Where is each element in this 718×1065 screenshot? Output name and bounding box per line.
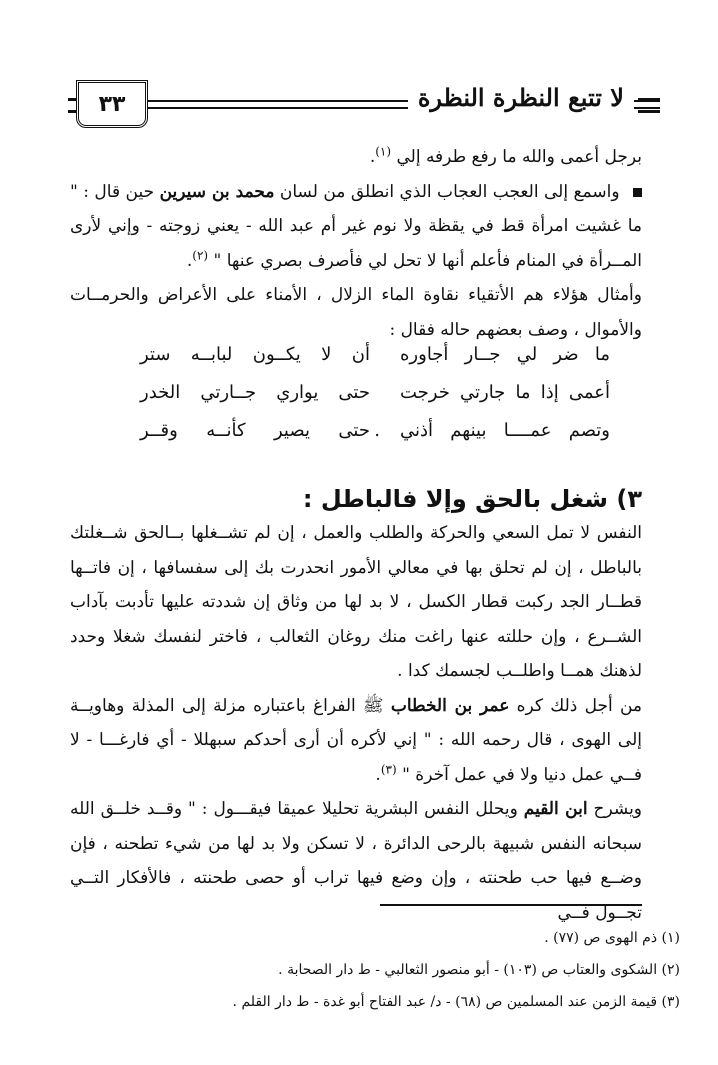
paragraph [70, 278, 642, 347]
footnote: (١) ذم الهوى ص (٧٧) . [544, 930, 680, 946]
paragraph [70, 516, 642, 689]
footnote-mark: (١) [375, 144, 392, 159]
body-top [70, 140, 642, 347]
verse-second-hemistich: حتى يواري جــارتي الخدر [140, 382, 370, 403]
paragraph-text: حين قال : " ما غشيت امرأة قط في يقظة ولا نوم غير أم عبد الله - يعني زوجته - وإني لأرى المــرأة في المنام فأعلم أنها لا تحل لي فأصرف بصري عنها " [70, 181, 642, 271]
paragraph-text: الفراغ باعتباره مزلة إلى المذلة وهاويــة إلى الهوى ، قال رحمه الله : " إني لأكره أن أرى أحدكم سبهللا - أي فارغـــا - لا فــي عمل دنيا ولا في عمل آخرة " [70, 695, 642, 785]
footnote-mark: (٢) [192, 247, 209, 262]
section-heading: ٣) شغل بالحق وإلا فالباطل : [302, 485, 642, 513]
footnote: (٢) الشكوى والعتاب ص (١٠٣) - أبو منصور الثعالبي - ط دار الصحابة . [278, 962, 680, 978]
footnote: (٣) قيمة الزمن عند المسلمين ص (٦٨) - د/ عبد الفتاح أبو غدة - ط دار القلم . [232, 994, 680, 1010]
paragraph-text: ويحلل النفس البشرية تحليلا عميقا فيقـــول : " وقــد خلــق الله سبحانه النفس شبيهة بالرحى الدائرة ، لا تسكن ولا بد لها من شيء تطحنه ، فإن وضــع فيها حب طحنته ، وإن وضع فيها تراب أو حصى طحنته ، فالأفكار التــي تجــول فــي [70, 799, 642, 923]
paragraph-text: من أجل ذلك كره [516, 695, 642, 716]
verse-first-hemistich: وتصم عمــــا بينهم أذني [400, 420, 610, 441]
verse-second-hemistich: أن لا يكــون لبابــه ستر [140, 344, 370, 365]
page-number: ٣٣ [76, 80, 148, 128]
paragraph-text: النفس لا تمل السعي والحركة والطلب والعمل ، إن لم تشــغلها بــالحق شــغلتك بالباطل ، إن لم تحلق بها في معالي الأمور انحدرت بك إلى سفسافها ، إن فاتــها قطــار الجد ركبت قطار الكسل ، لا بد لها من وثاق إن شددته عليها تأدبت بآداب الشــرع ، وإن حللته عنها راغت منك روغان الثعالب ، فاختر لنفسك شغلا وحدد لذهنك همــا واطلــب لجسمك كدا . [70, 523, 642, 681]
verse-first-hemistich: أعمى إذا ما جارتي خرجت [400, 382, 610, 403]
person-name: محمد بن سيرين [159, 181, 275, 202]
person-name: ابن القيم [523, 799, 588, 819]
paragraph-text: برجل أعمى والله ما رفع طرفه إلي [396, 147, 642, 167]
footnote-mark: (٣) [380, 761, 397, 776]
footnote-separator [380, 904, 642, 906]
paragraph-text: ويشرح [593, 799, 643, 819]
running-title: لا تتبع النظرة النظرة [408, 76, 634, 120]
paragraph-text: واسمع إلى العجب العجاب الذي انطلق من لسان [279, 181, 620, 202]
honorific: ﷺ [363, 695, 384, 716]
running-header [68, 76, 660, 128]
header-rule-right [638, 98, 660, 113]
poem-verse [100, 344, 620, 382]
verse-first-hemistich: ما ضر لي جــار أجاوره [400, 344, 610, 365]
square-bullet-icon [633, 188, 642, 197]
body-section [70, 516, 642, 930]
paragraph: برجل أعمى والله ما رفع طرفه إلي $^{(١)}$. [369, 144, 642, 167]
verse-second-hemistich: حتى يصير كأنــه وقــر [140, 420, 370, 441]
footnotes [110, 922, 680, 1018]
person-name: عمر بن الخطاب [390, 695, 510, 716]
paragraph: من أجل ذلك كره عمر بن الخطاب ﷺ الفراغ باعتباره مزلة إلى المذلة وهاويــة إلى الهوى ، قال رحمه الله : " إني لأكره أن أرى أحدكم سبهللا - أي فارغـــا - لا فــي عمل دنيا ولا في عمل آخرة " $^{(٣)}$. [70, 695, 642, 785]
verse-separator: . [374, 420, 380, 441]
paragraph: واسمع إلى العجب العجاب الذي انطلق من لسان محمد بن سيرين حين قال : " ما غشيت امرأة قط في يقظة ولا نوم غير أم عبد الله - يعني زوجته - وإني لأرى المــرأة في المنام فأعلم أنها لا تحل لي فأصرف بصري عنها " $^{(٢)}$. [70, 181, 642, 271]
poem-verse [100, 420, 620, 458]
paragraph-text: وأمثال هؤلاء هم الأتقياء نقاوة الماء الزلال ، الأمناء على الأعراض والحرمــات والأموال ، وصف بعضهم حاله فقال : [70, 285, 642, 340]
poem-verse [100, 382, 620, 420]
poem [100, 344, 620, 458]
paragraph [70, 792, 642, 930]
